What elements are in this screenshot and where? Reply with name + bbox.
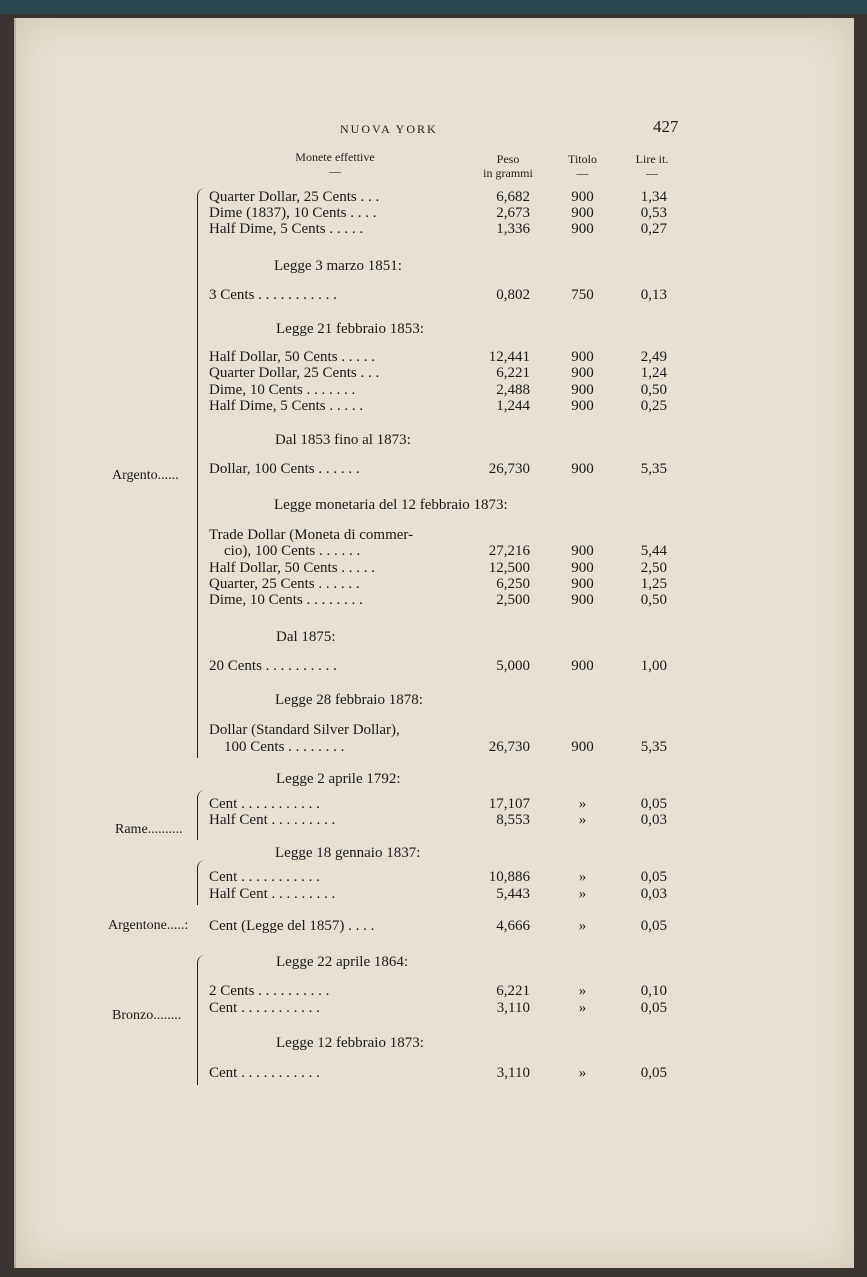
coin-peso: 17,107: [488, 796, 530, 812]
coin-peso: 10,886: [488, 869, 530, 885]
coin-peso: 26,730: [488, 461, 530, 477]
running-title: NUOVA YORK: [340, 122, 438, 136]
table-row: [0, 886, 867, 903]
metal-label-argentone: Argentone.....:: [108, 918, 189, 933]
section-heading-text: Legge 22 aprile 1864:: [276, 954, 409, 970]
coin-titolo: 900: [571, 349, 594, 365]
coin-lire: 0,50: [640, 592, 667, 608]
coin-lire: 0,05: [640, 796, 667, 812]
coin-lire: 0,03: [640, 886, 667, 902]
coin-titolo: »: [578, 886, 587, 902]
coin-name: 2 Cents . . . . . . . . . .: [209, 983, 330, 999]
column-header-monete-label: Monete effettive: [295, 150, 375, 164]
table-row: [0, 527, 867, 544]
coin-lire: 0,03: [640, 812, 667, 828]
column-header-peso-label: Peso: [496, 152, 520, 166]
coin-name: Half Dollar, 50 Cents . . . . .: [209, 560, 376, 576]
coin-titolo: 900: [571, 382, 594, 398]
coin-peso: 4,666: [496, 918, 530, 934]
coin-lire: 0,25: [640, 398, 667, 414]
section-heading-text: Legge 12 febbraio 1873:: [276, 1035, 424, 1051]
coin-name: Cent . . . . . . . . . . .: [209, 1000, 320, 1016]
metal-label-rame: Rame..........: [115, 822, 183, 837]
coin-lire: 5,35: [640, 739, 667, 755]
coin-peso: 5,000: [496, 658, 530, 674]
coin-titolo: 900: [571, 365, 594, 381]
page-number: 427: [653, 117, 679, 136]
coin-peso: 3,110: [496, 1000, 530, 1016]
coin-titolo: 900: [571, 398, 594, 414]
coin-titolo: 900: [571, 658, 594, 674]
coin-peso: 1,244: [496, 398, 530, 414]
table-row: [0, 461, 867, 478]
table-row: [0, 365, 867, 382]
metal-label-bronzo: Bronzo........: [112, 1008, 182, 1023]
column-header-peso: [468, 152, 548, 180]
coin-titolo: »: [578, 812, 587, 828]
table-row: [0, 560, 867, 577]
coin-peso: 3,110: [496, 1065, 530, 1081]
column-header-peso-unit: in grammi: [483, 166, 533, 180]
coin-peso: 2,673: [496, 205, 530, 221]
column-header-titolo-label: Titolo: [568, 152, 597, 166]
coin-peso: 6,221: [496, 365, 530, 381]
coin-peso: 2,500: [496, 592, 530, 608]
coin-name: Dime, 10 Cents . . . . . . .: [209, 382, 356, 398]
table-row: [0, 287, 867, 304]
coin-peso: 0,802: [496, 287, 530, 303]
section-heading-text: Legge 21 febbraio 1853:: [276, 321, 424, 337]
table-row: [0, 349, 867, 366]
column-header-titolo: [555, 152, 610, 180]
coin-lire: 1,25: [640, 576, 667, 592]
table-row: [0, 221, 867, 238]
table-row: [0, 983, 867, 1000]
coin-name: Half Dime, 5 Cents . . . . .: [209, 221, 364, 237]
section-heading-text: Legge monetaria del 12 febbraio 1873:: [274, 497, 508, 513]
coin-peso: 1,336: [496, 221, 530, 237]
coin-name: Cent (Legge del 1857) . . . .: [209, 918, 375, 934]
coin-titolo: »: [578, 869, 587, 885]
coin-lire: 0,10: [640, 983, 667, 999]
coin-name: Half Cent . . . . . . . . .: [209, 886, 336, 902]
coin-peso: 6,221: [496, 983, 530, 999]
column-dash: —: [329, 164, 341, 178]
coin-titolo: 900: [571, 592, 594, 608]
coin-name: Cent . . . . . . . . . . .: [209, 869, 320, 885]
coin-titolo: 750: [571, 287, 594, 303]
table-row: [0, 722, 867, 739]
table-row: [0, 382, 867, 399]
metal-label-argento: Argento......: [112, 468, 179, 483]
table-row: [0, 796, 867, 813]
coin-name: Trade Dollar (Moneta di commer-: [209, 527, 414, 543]
coin-name: Quarter Dollar, 25 Cents . . .: [209, 365, 380, 381]
coin-titolo: 900: [571, 560, 594, 576]
section-heading-text: Dal 1853 fino al 1873:: [275, 432, 411, 448]
section-heading-text: Legge 18 gennaio 1837:: [275, 845, 421, 861]
coin-peso: 27,216: [488, 543, 530, 559]
coin-lire: 0,05: [640, 1000, 667, 1016]
coin-lire: 5,44: [640, 543, 667, 559]
coin-lire: 0,27: [640, 221, 667, 237]
coin-titolo: 900: [571, 543, 594, 559]
section-heading-text: Dal 1875:: [276, 629, 336, 645]
coin-titolo: »: [578, 1065, 587, 1081]
table-row: [0, 205, 867, 222]
column-dash: —: [576, 166, 589, 180]
coin-lire: 0,13: [640, 287, 667, 303]
coin-lire: 1,24: [640, 365, 667, 381]
coin-titolo: 900: [571, 205, 594, 221]
column-header-lire-label: Lire it.: [635, 152, 669, 166]
coin-lire: 1,34: [640, 189, 667, 205]
coin-peso: 12,441: [488, 349, 530, 365]
coin-name: cio), 100 Cents . . . . . .: [209, 543, 361, 559]
table-row: [0, 918, 867, 935]
coin-peso: 6,682: [496, 189, 530, 205]
table-row: [0, 398, 867, 415]
coin-titolo: 900: [571, 576, 594, 592]
coin-titolo: 900: [571, 189, 594, 205]
coin-name: Dollar, 100 Cents . . . . . .: [209, 461, 360, 477]
table-row: [0, 576, 867, 593]
coin-titolo: 900: [571, 461, 594, 477]
coin-titolo: »: [578, 983, 587, 999]
coin-lire: 2,49: [640, 349, 667, 365]
coin-titolo: 900: [571, 739, 594, 755]
coin-name: Half Dollar, 50 Cents . . . . .: [209, 349, 376, 365]
coin-peso: 2,488: [496, 382, 530, 398]
coin-name: Quarter Dollar, 25 Cents . . .: [209, 189, 380, 205]
column-dash: —: [646, 166, 658, 180]
coin-peso: 26,730: [488, 739, 530, 755]
coin-peso: 5,443: [496, 886, 530, 902]
coin-name: Quarter, 25 Cents . . . . . .: [209, 576, 360, 592]
coin-name: Cent . . . . . . . . . . .: [209, 796, 320, 812]
coin-name: 3 Cents . . . . . . . . . . .: [209, 287, 337, 303]
coin-name: Half Dime, 5 Cents . . . . .: [209, 398, 364, 414]
coin-lire: 5,35: [640, 461, 667, 477]
table-row: [0, 739, 867, 756]
coin-peso: 8,553: [496, 812, 530, 828]
coin-titolo: 900: [571, 221, 594, 237]
coin-titolo: »: [578, 1000, 587, 1016]
coin-name: 20 Cents . . . . . . . . . .: [209, 658, 337, 674]
background-edge: [0, 0, 867, 14]
table-row: [0, 812, 867, 829]
table-row: [0, 869, 867, 886]
table-row: [0, 658, 867, 675]
table-row: [0, 592, 867, 609]
coin-lire: 0,05: [640, 918, 667, 934]
coin-titolo: »: [578, 918, 587, 934]
coin-name: Cent . . . . . . . . . . .: [209, 1065, 320, 1081]
coin-lire: 0,50: [640, 382, 667, 398]
coin-lire: 2,50: [640, 560, 667, 576]
coin-name: 100 Cents . . . . . . . .: [209, 739, 345, 755]
coin-lire: 0,05: [640, 1065, 667, 1081]
column-header-lire: [622, 152, 682, 180]
coin-titolo: »: [578, 796, 587, 812]
section-heading-text: Legge 28 febbraio 1878:: [275, 692, 423, 708]
coin-lire: 0,05: [640, 869, 667, 885]
section-heading-text: Legge 3 marzo 1851:: [274, 258, 402, 274]
coin-name: Dollar (Standard Silver Dollar),: [209, 722, 400, 738]
coin-name: Dime (1837), 10 Cents . . . .: [209, 205, 377, 221]
table-row: [0, 189, 867, 206]
table-row: [0, 543, 867, 560]
coin-name: Half Cent . . . . . . . . .: [209, 812, 336, 828]
table-row: [0, 1000, 867, 1017]
section-heading-text: Legge 2 aprile 1792:: [276, 771, 401, 787]
table-row: [0, 1065, 867, 1082]
coin-name: Dime, 10 Cents . . . . . . . .: [209, 592, 363, 608]
coin-lire: 1,00: [640, 658, 667, 674]
coin-lire: 0,53: [640, 205, 667, 221]
coin-peso: 6,250: [496, 576, 530, 592]
coin-peso: 12,500: [488, 560, 530, 576]
column-header-monete: [270, 150, 400, 178]
